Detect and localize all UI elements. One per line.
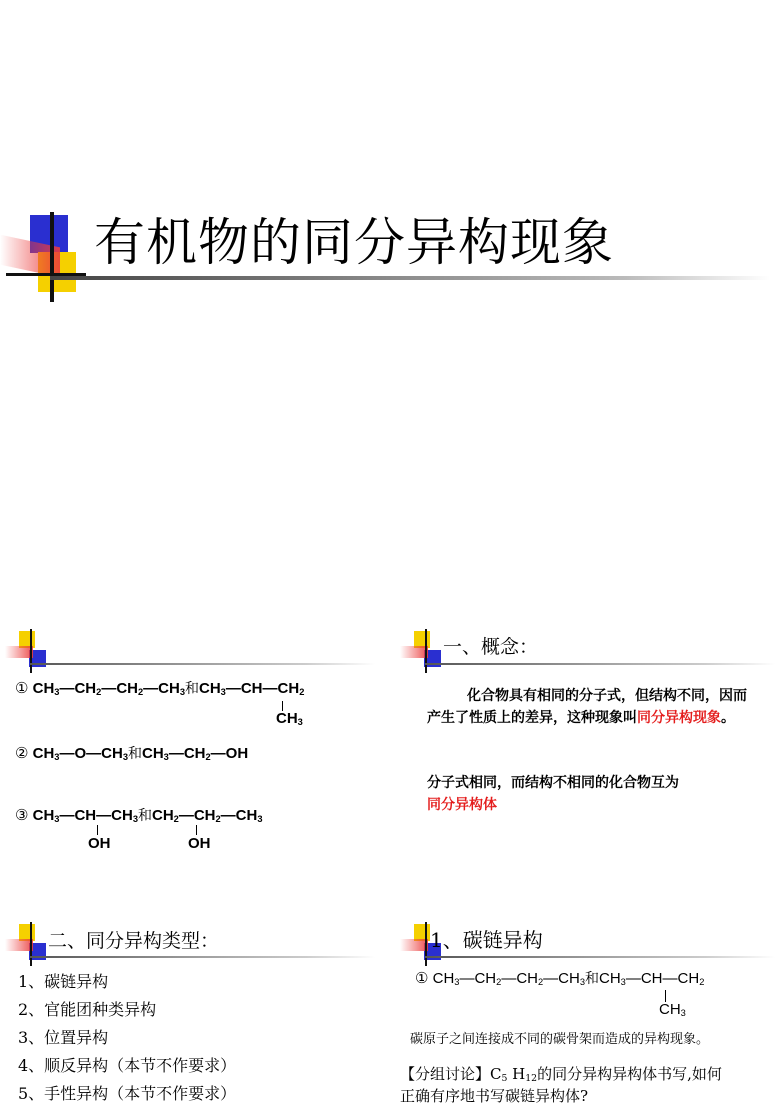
and-word: 和 [137,807,152,823]
carbon-chain-heading: 1、碳链异构 [430,928,543,952]
concept-slide [395,625,780,895]
examples-slide [0,625,390,895]
discussion-prefix: 【分组讨论】C [400,1065,502,1083]
carbon-chain-note: 碳原子之间连接成不同的碳骨架而造成的异构现象。 [410,1032,710,1047]
and-word: 和 [185,680,199,696]
discussion-text: 【分组讨论】$C_5$ $H_{12}$的同分异构异构体书写,如何 正确有序地书写碳链异构体? [400,1065,722,1105]
list-item: 2、官能团种类异构 [18,1000,157,1019]
types-slide [0,918,390,1102]
list-item: 1、碳链异构 [18,972,109,991]
and-word: 和 [585,970,599,986]
highlight-term: 同分异构现象 [637,710,721,726]
example-number: ③ [15,807,29,824]
branch-bond [196,825,197,835]
example-1: ① $CH_3—CH_2—CH_2—CH_3$和$CH_3—CH—CH_2$ [15,680,305,697]
definition-text: 分子式相同，而结构不相同的化合物互为 [427,775,679,791]
discussion-mid: 的同分异构异构体书写,如何 [537,1065,722,1083]
slide-logo-large [0,205,90,300]
slide-divider [30,956,375,958]
slide-logo [0,918,50,968]
example-number: ① [415,970,429,987]
definition-paragraph [427,772,757,816]
example-number: ② [15,745,29,762]
branch-ch3: $CH_3$ [276,710,303,727]
types-heading: 二、同分异构类型： [48,930,220,952]
page-title: 有机物的同分异构现象 [94,214,615,273]
concept-paragraph [427,685,747,729]
example-number: ① [15,680,29,697]
slide-divider [425,663,775,665]
branch-ch3-text: CH [276,710,298,727]
slide-logo [395,625,445,675]
concept-heading: 一、概念： [443,636,539,658]
list-item: 5、手性异构（本节不作要求） [18,1084,237,1103]
concept-text-end: 。 [721,710,735,726]
carbon-chain-slide [395,918,780,1105]
slide-logo [0,625,50,675]
slide-divider [30,663,375,665]
title-underline [50,276,770,280]
example-3: ③ $CH_3—CH—CH_3$和$CH_2—CH_2—CH_3$ [15,807,263,824]
highlight-term: 同分异构体 [427,797,497,813]
and-word: 和 [127,745,142,761]
types-list [18,968,236,1108]
list-item: 4、顺反异构（本节不作要求） [18,1056,237,1075]
slide-divider [425,956,775,958]
list-item: 3、位置异构 [18,1028,109,1047]
discussion-line2: 正确有序地书写碳链异构体? [400,1087,589,1105]
hydroxyl-label: OH [188,835,211,852]
branch-ch3: $CH_3$ [659,1001,686,1018]
branch-bond [97,825,98,835]
hydroxyl-label: OH [88,835,111,852]
concept-text: 化合物具有相同的分子式，但结构不同，因而产生了性质上的差异，这种现象叫 [427,688,747,726]
example-2: ② $CH_3—O—CH_3$和$CH_3—CH_2—OH$ [15,745,249,762]
carbon-chain-example: ① $CH_3—CH_2—CH_2—CH_3$和$CH_3—CH—CH_2$ [415,970,705,987]
